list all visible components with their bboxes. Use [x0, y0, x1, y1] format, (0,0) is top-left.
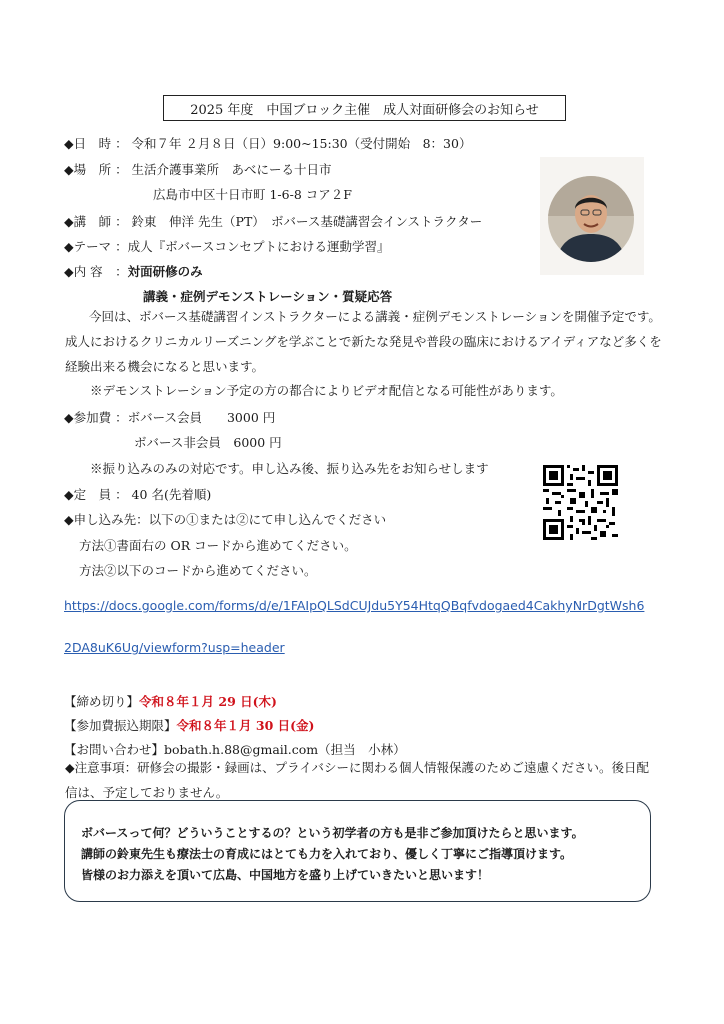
transfer-note: ※振り込みのみの対応です。申し込み後、振り込み先をお知らせします: [90, 461, 489, 476]
apply-method-1: 方法①書面右の OR コードから進めてください。: [79, 538, 357, 553]
venue-line: ◆場 所 ： 生活介護事業所 あべにーる十日市: [64, 162, 332, 177]
content-label: ◆内 容 ：: [64, 264, 128, 279]
form-url-line-1[interactable]: https://docs.google.com/forms/d/e/1FAIpQLSdCUJdu5Y54HtqQBqfvdogaed4CakhyNrDgtWsh6: [64, 598, 645, 613]
apply-line: ◆申し込み先：以下の①または②にて申し込んでください: [64, 512, 387, 527]
deadline-line: [64, 692, 277, 710]
content-line: [64, 262, 203, 280]
form-url-line-2[interactable]: 2DA8uK6Ug/viewform?usp=header: [64, 640, 285, 655]
apply-method-2: 方法②以下のコードから進めてください。: [79, 563, 317, 578]
message-box: [64, 800, 651, 902]
deadline-value: 令和８年１月 29 日(木): [139, 694, 277, 709]
payment-value: 令和８年１月 30 日(金): [176, 718, 315, 733]
intro-paragraph: 今回は、ボバース基礎講習インストラクターによる講義・症例デモンストレーションを開催予定です。成人におけるクリニカルリーズニングを学ぶことで新たな発見や普段の臨床におけるアイディアなど多くを経験出来る機会になると思います。: [65, 309, 662, 374]
contact-label: 【お問い合わせ】: [64, 742, 165, 757]
fee-member: ◆参加費 ：ボバース会員 3000 円: [64, 410, 276, 425]
page-title: [163, 95, 566, 121]
lecturer-line: ◆講 師 ： 鈴東 伸洋 先生（PT） ボバース基礎講習会インストラクター: [64, 214, 483, 229]
caution-text: ◆注意事項：研修会の撮影・録画は、プライバシーに関わる個人情報保護のためご遠慮ください。後日配信は、予定しておりません。: [65, 760, 649, 800]
message-line: 皆様のお力添えを頂いて広島、中国地方を盛り上げていきたいと思います！: [81, 868, 490, 882]
payment-deadline-line: [64, 716, 314, 734]
venue-address: 広島市中区十日市町 1-6-8 コア２F: [153, 187, 352, 202]
demo-note: ※デモンストレーション予定の方の都合によりビデオ配信となる可能性があります。: [90, 383, 563, 398]
message-line: 講師の鈴東先生も療法士の育成にはとても力を入れており、優しく丁寧にご指導頂けます。: [81, 847, 573, 861]
message-line: ボバースって何？どういうことするの？という初学者の方も是非ご参加頂けたらと思います。: [81, 826, 584, 840]
theme-line: ◆テーマ ：成人『ボバースコンセプトにおける運動学習』: [64, 239, 390, 254]
lecturer-photo: [548, 176, 634, 262]
content-value: 対面研修のみ: [127, 264, 203, 279]
date-line: ◆日 時 ： 令和７年 ２月８日（日）9:00~15:30（受付開始 8：30）: [64, 136, 472, 151]
deadline-label: 【締め切り】: [64, 694, 140, 709]
content-detail: 講義・症例デモンストレーション・質疑応答: [143, 289, 393, 304]
capacity-line: ◆定 員 ： 40 名(先着順): [64, 487, 212, 502]
contact-value: bobath.h.88@gmail.com（担当 小林）: [164, 742, 406, 757]
qr-code-image[interactable]: [543, 465, 618, 540]
page-title-text: 2025 年度 中国ブロック主催 成人対面研修会のお知らせ: [190, 102, 539, 118]
payment-label: 【参加費振込期限】: [64, 718, 177, 733]
fee-non-member: ボバース非会員 6000 円: [134, 435, 282, 450]
lecturer-photo-card: [540, 157, 644, 275]
